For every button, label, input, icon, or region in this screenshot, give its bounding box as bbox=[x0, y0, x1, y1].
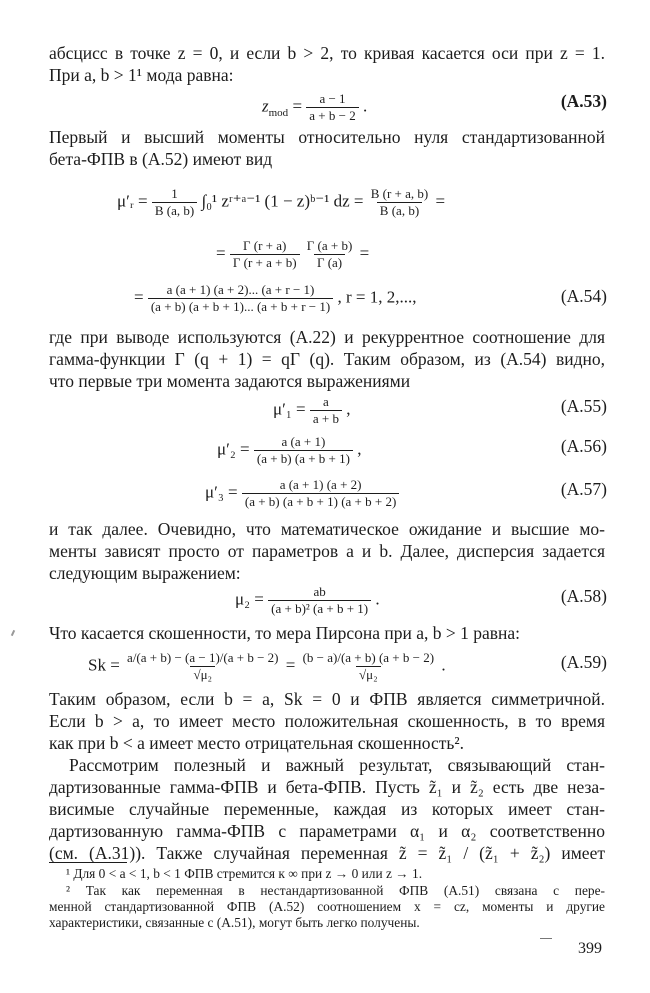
text-line: менты зависят просто от параметров a и b. Далее, дисперсия задается bbox=[49, 541, 605, 561]
frac-num: ab bbox=[313, 584, 326, 599]
footnote-2-line: характеристики, связанные с (А.51), могут быть легко получены. bbox=[49, 915, 420, 930]
text-line: что первые три момента задаются выражениями bbox=[49, 371, 411, 391]
eq-tail: . bbox=[441, 655, 446, 675]
equation-label: (А.56) bbox=[560, 436, 607, 456]
eq-lhs: μ′₃ = bbox=[205, 482, 238, 502]
frac-num: a (a + 1) (a + 2)... (a + r − 1) bbox=[166, 282, 315, 297]
frac-den: B (a, b) bbox=[152, 202, 197, 219]
equation-label: (А.53) bbox=[560, 91, 607, 111]
fraction bbox=[300, 650, 437, 683]
text-line: (см. (А.31)). Также случайная переменная z̃ = z̃₁ / (z̃₁ + z̃₂) имеет bbox=[49, 843, 605, 863]
text-line: абсцисс в точке z = 0, и если b > 2, то кривая касается оси при z = 1. bbox=[49, 43, 605, 63]
frac-den: (a + b) (a + b + 1)... (a + b + r − 1) bbox=[148, 298, 333, 315]
text-line: как при b < a имеет место отрицательная скошенность². bbox=[49, 733, 465, 753]
text-line: где при выводе используются (А.22) и рекуррентное соотношение для bbox=[49, 327, 605, 347]
text-line: При a, b > 1¹ мода равна: bbox=[49, 65, 234, 85]
fraction bbox=[310, 394, 342, 427]
eq-tail: . bbox=[362, 96, 368, 116]
fraction bbox=[306, 91, 358, 124]
page-number: 399 bbox=[578, 940, 602, 957]
frac-den: a + b − 2 bbox=[306, 107, 358, 124]
frac-den: √μ₂ bbox=[190, 666, 215, 683]
text-line: Таким образом, если b = a, Sk = 0 и ФПВ является симметричной. bbox=[49, 689, 605, 709]
fraction bbox=[268, 584, 371, 617]
frac-num: a (a + 1) (a + 2) bbox=[279, 477, 362, 492]
fraction bbox=[148, 282, 333, 315]
equation-a57 bbox=[0, 473, 650, 513]
equation-a59 bbox=[0, 646, 650, 686]
text-line: дартизованные гамма-ФПВ и бета-ФПВ. Пусть z̃₁ и z̃₂ есть две неза- bbox=[49, 777, 605, 797]
eq-lhs: z bbox=[262, 96, 269, 116]
fraction bbox=[304, 238, 356, 271]
equation-label: (А.54) bbox=[560, 286, 607, 306]
frac-den: Γ (r + a + b) bbox=[230, 254, 300, 271]
frac-den: (a + b) (a + b + 1) bbox=[254, 450, 353, 467]
integral-expression: ∫₀¹ zʳ⁺ᵃ⁻¹ (1 − z)ᵇ⁻¹ dz = bbox=[201, 191, 364, 211]
frac-den: Γ (a) bbox=[314, 254, 345, 271]
eq-mid: = bbox=[285, 655, 296, 675]
equation-a53: $z_{mod}$ = $\frac{a - 1}{a + b - 2}$ . (А.53) bbox=[262, 91, 607, 123]
footnote-2-line: менной стандартизованной ФПВ (А.52) соотношением x = cz, моменты и другие bbox=[49, 899, 605, 914]
text-line: бета-ФПВ в (А.52) имеют вид bbox=[49, 149, 273, 169]
fraction bbox=[124, 650, 281, 683]
equation-label: (А.57) bbox=[560, 479, 607, 499]
text-line: Что касается скошенности, то мера Пирсона при a, b > 1 равна: bbox=[49, 623, 521, 643]
fraction bbox=[152, 186, 197, 219]
eq-lhs: Sk = bbox=[88, 655, 120, 675]
eq-tail: . bbox=[375, 589, 380, 609]
equation-label: (А.59) bbox=[560, 652, 607, 672]
frac-den: a + b bbox=[310, 410, 342, 427]
footnote-2-line: ² Так как переменная в нестандартизованной ФПВ (А.51) связана с пере- bbox=[66, 883, 605, 898]
text-line: дартизованную гамма-ФПВ с параметрами α₁ и α₂ соответственно bbox=[49, 821, 605, 841]
equation-a55 bbox=[0, 390, 650, 430]
fraction bbox=[230, 238, 300, 271]
equation-label: (А.55) bbox=[560, 396, 607, 416]
margin-mark bbox=[11, 630, 15, 636]
eq-lhs: = bbox=[134, 287, 144, 307]
text-line: Если b > a, то имеет место положительная скошенность, в то время bbox=[49, 711, 605, 731]
fraction bbox=[368, 186, 432, 219]
frac-den: √μ₂ bbox=[356, 666, 381, 683]
footnote-divider bbox=[49, 862, 127, 863]
frac-num: Γ (a + b) bbox=[306, 238, 353, 253]
eq-tail: , r = 1, 2,..., bbox=[337, 287, 417, 307]
equation-a54-line3 bbox=[0, 278, 650, 318]
equation-a54-line2 bbox=[0, 232, 650, 272]
frac-den: (a + b) (a + b + 1) (a + b + 2) bbox=[242, 493, 399, 510]
frac-num: (b − a)/(a + b) (a + b − 2) bbox=[302, 650, 435, 665]
eq-tail: = bbox=[359, 243, 370, 263]
eq-tail: , bbox=[357, 439, 362, 459]
eq-lhs: μ′₁ = bbox=[273, 399, 306, 419]
text-line: Рассмотрим полезный и важный результат, связывающий стан- bbox=[69, 755, 605, 775]
eq-lhs-sub: mod bbox=[268, 106, 289, 119]
frac-num: a/(a + b) − (a − 1)/(a + b − 2) bbox=[127, 650, 279, 665]
footnote-1: ¹ Для 0 < a < 1, b < 1 ФПВ стремится к ∞ при z → 0 или z → 1. bbox=[66, 866, 423, 881]
frac-den: B (a, b) bbox=[377, 202, 422, 219]
eq-lhs: = bbox=[216, 243, 226, 263]
frac-num: a bbox=[323, 394, 329, 409]
fraction bbox=[242, 477, 399, 510]
text-line: и так далее. Очевидно, что математическое ожидание и высшие мо- bbox=[49, 519, 605, 539]
text-line: следующим выражением: bbox=[49, 563, 241, 583]
equation-a58 bbox=[0, 580, 650, 620]
frac-den: (a + b)² (a + b + 1) bbox=[268, 600, 371, 617]
eq-tail: = bbox=[435, 191, 446, 211]
eq-tail: , bbox=[346, 399, 351, 419]
frac-num: B (r + a, b) bbox=[370, 186, 429, 201]
frac-num: a − 1 bbox=[319, 91, 346, 106]
fraction bbox=[254, 434, 353, 467]
frac-num: 1 bbox=[171, 186, 178, 201]
text-line: висимые случайные переменные, каждая из которых имеет стан- bbox=[49, 799, 605, 819]
equation-label: (А.58) bbox=[560, 586, 607, 606]
eq-lhs: μ′ᵣ = bbox=[117, 191, 148, 211]
equation-a54-line1 bbox=[0, 172, 650, 228]
page-mark bbox=[540, 938, 552, 939]
equation-a56 bbox=[0, 430, 650, 470]
text-line: гамма-функции Γ (q + 1) = qΓ (q). Таким образом, из (А.54) видно, bbox=[49, 349, 605, 369]
eq-lhs: μ′₂ = bbox=[217, 439, 250, 459]
frac-num: Γ (r + a) bbox=[243, 238, 287, 253]
text-line: Первый и высший моменты относительно нуля стандартизованной bbox=[49, 127, 605, 147]
eq-lhs: μ₂ = bbox=[235, 589, 264, 609]
frac-num: a (a + 1) bbox=[281, 434, 326, 449]
